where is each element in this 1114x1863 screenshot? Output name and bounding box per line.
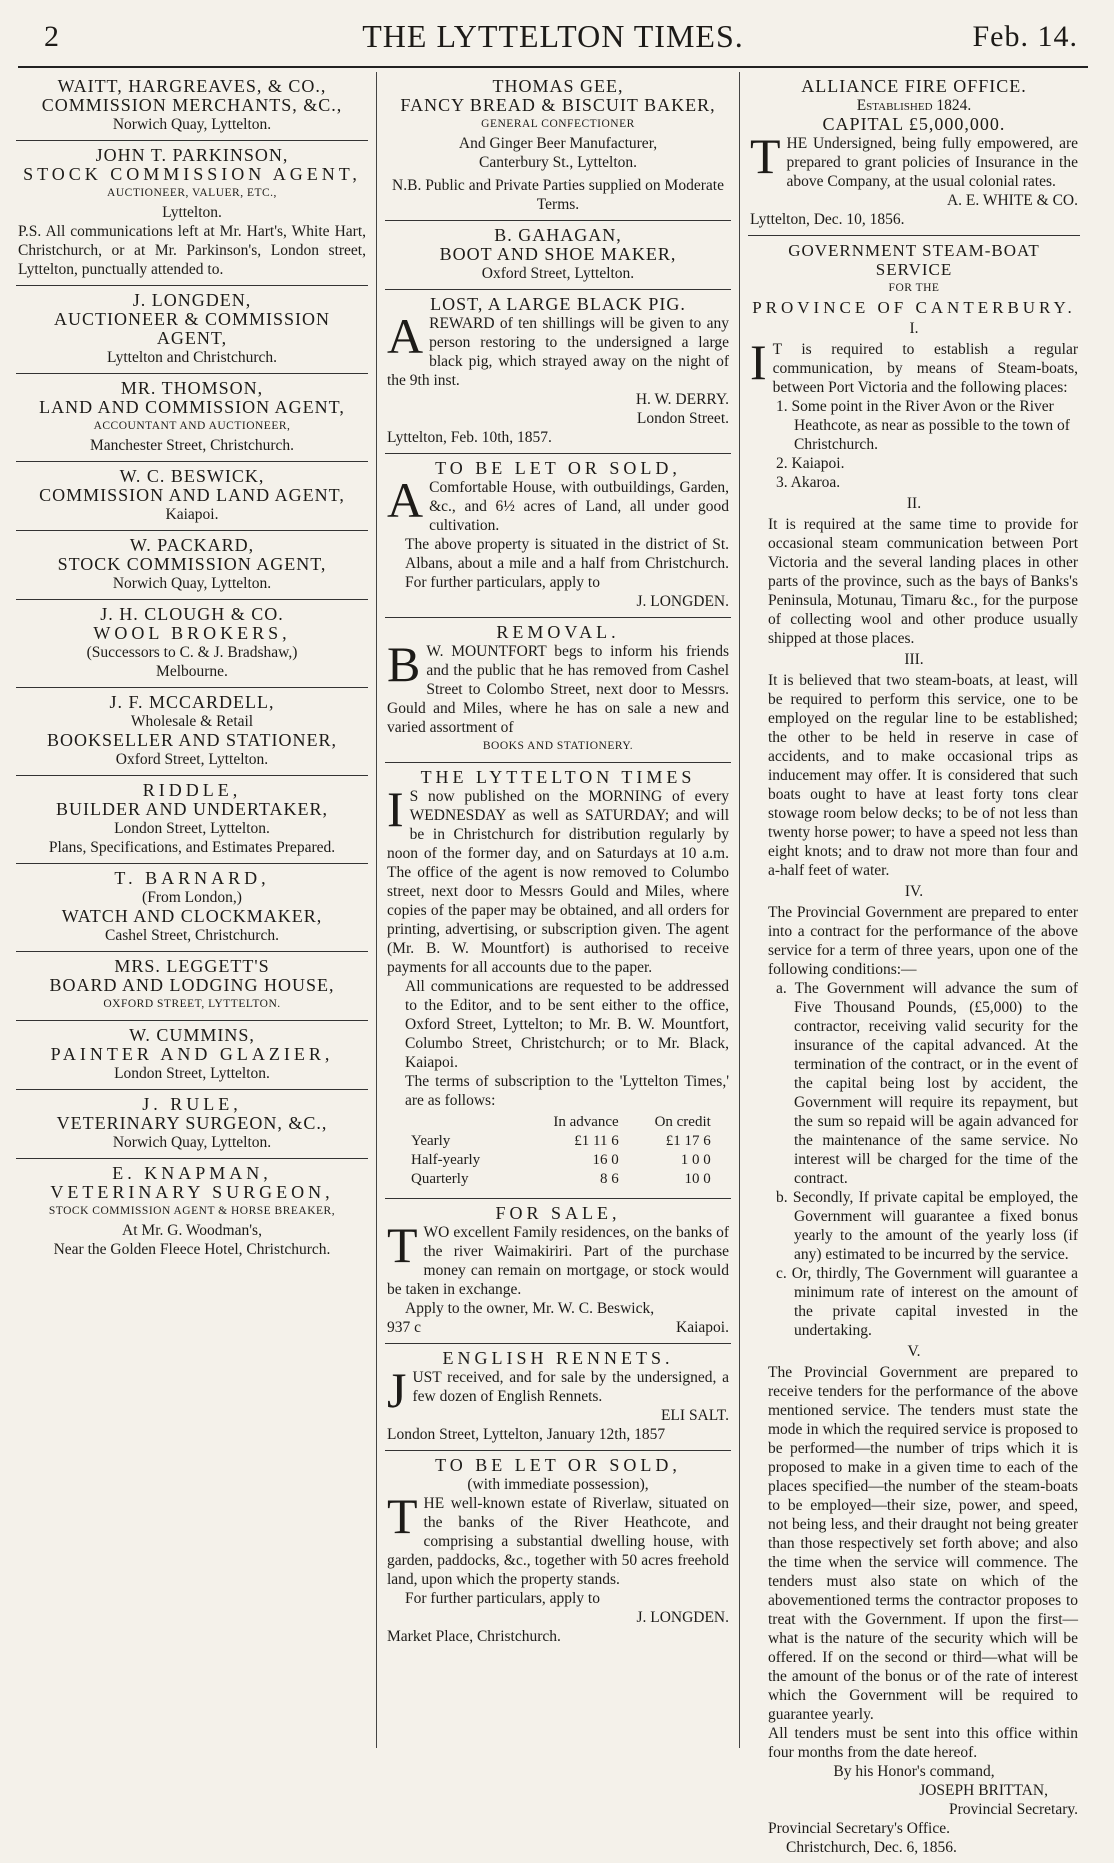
ad-name: J. F. MCCARDELL,: [109, 692, 275, 712]
notice-government-steam-boat: [748, 236, 1080, 1863]
ad-title: STOCK COMMISSION AGENT,: [23, 164, 361, 184]
ad-let-or-sold-1: [385, 454, 731, 618]
ad-name: W. C. BESWICK,: [119, 466, 265, 486]
ad-subtitle: ACCOUNTANT AND AUCTIONEER,: [93, 420, 291, 432]
ad-date: Lyttelton, Dec. 10, 1856.: [750, 211, 905, 228]
list-item: 1. Some point in the River Avon or the River Heathcote, as near as possible to the town of Christchurch.: [776, 398, 1070, 453]
ad-body: S now published on the MORNING of every WEDNESDAY as well as SATURDAY; and will be in Christchurch for distribution regularly by noon of the former day, and on Saturdays at 10 a.m. The office of the agent is now removed to Columbo street, next door to Messrs Gould and Miles, where copies of the paper may be obtained, and all orders for printing, advertising, or subscription given. The agent (Mr. B. W. Mountfort) is authorised to receive payments for all accounts due to the paper.: [387, 788, 729, 976]
notice-paragraph: It is required at the same time to provide for occasional steam communication between Port Victoria and the several landing places in other parts of the province, such as the bays of Banks's Peninsula, Motunau, Timaru &c., for the purpose of collecting wool and other produce usually shipped at those places.: [768, 516, 1078, 647]
column-2: [385, 72, 731, 1652]
ad-riddle: [16, 776, 368, 864]
ad-body: The terms of subscription to the 'Lyttelton Times,' are as follows:: [405, 1073, 729, 1109]
ad-title: WATCH AND CLOCKMAKER,: [61, 906, 323, 926]
ad-heading: FOR SALE,: [495, 1203, 621, 1223]
ad-name: W. PACKARD,: [129, 535, 255, 555]
ad-lyttelton-times: [385, 763, 731, 1199]
ad-signer: H. W. DERRY.: [635, 391, 729, 408]
drop-cap: B: [387, 636, 421, 692]
ad-signer: J. LONGDEN.: [636, 593, 729, 610]
newspaper-title: THE LYTTELTON TIMES.: [362, 18, 744, 54]
ad-note: P.S. All communications left at Mr. Hart's, White Hart, Christchurch, or at Mr. Parkinson's, London street, Lyttelton, punctually attended to.: [18, 223, 366, 278]
ad-heading: REMOVAL.: [496, 622, 620, 642]
ad-title: LAND AND COMMISSION AGENT,: [39, 397, 345, 417]
drop-cap: A: [387, 308, 424, 364]
ad-for-sale: [385, 1199, 731, 1344]
ad-title: VETERINARY SURGEON,: [50, 1182, 334, 1202]
ad-body: Apply to the owner, Mr. W. C. Beswick,: [405, 1300, 655, 1317]
column-rule: [376, 72, 377, 1748]
ad-address: Manchester Street, Christchurch.: [89, 437, 295, 454]
ad-body: Comfortable House, with outbuildings, Garden, &c., and 6½ acres of Land, all under good cultivation.: [429, 479, 729, 534]
ad-rule: [16, 1090, 368, 1159]
ad-beswick: [16, 462, 368, 531]
cell: 1 0 0: [680, 1152, 711, 1168]
page-number: 2: [44, 20, 59, 53]
ad-body: The above property is situated in the district of St. Albans, about a mile and a half from Christchurch. For further particulars, apply to: [405, 536, 729, 591]
ad-name: THOMAS GEE,: [492, 76, 624, 96]
drop-cap: I: [750, 334, 767, 390]
ad-address: Near the Golden Fleece Hotel, Christchurch.: [53, 1241, 331, 1258]
ad-title: COMMISSION MERCHANTS, &C.,: [41, 95, 343, 115]
ad-name: RIDDLE,: [142, 780, 242, 800]
cell: £1 11 6: [574, 1133, 619, 1149]
ad-address: Norwich Quay, Lyttelton.: [112, 575, 272, 592]
notice-subtitle: PROVINCE OF CANTERBURY.: [752, 298, 1076, 317]
ad-title: BUILDER AND UNDERTAKER,: [56, 799, 328, 819]
ad-title: VETERINARY SURGEON, &C.,: [56, 1113, 328, 1133]
ad-name: MRS. LEGGETT'S: [114, 956, 270, 976]
ad-subtitle: (From London,): [142, 889, 242, 906]
ad-name: T. BARNARD,: [114, 868, 270, 888]
ad-body: HE Undersigned, being fully empowered, are prepared to grant policies of Insurance in the above Company, at the usual colonial rates.: [786, 135, 1078, 190]
ad-name: MR. THOMSON,: [120, 378, 264, 398]
section-number: IV.: [904, 883, 924, 900]
ad-body: For further particulars, apply to: [405, 1590, 600, 1607]
ad-mccardell: [16, 688, 368, 776]
ad-title: PAINTER AND GLAZIER,: [50, 1044, 334, 1064]
notice-paragraph: The Provincial Government are prepared to enter into a contract for the performance of the above service for a term of three years, upon one of the following conditions:—: [768, 904, 1078, 978]
ad-address: Melbourne.: [156, 663, 228, 680]
ad-removal: [385, 618, 731, 763]
ad-let-or-sold-2: [385, 1451, 731, 1652]
column-3: [748, 72, 1080, 1863]
ad-heading: TO BE LET OR SOLD,: [435, 458, 681, 478]
column-1: [16, 72, 368, 1265]
drop-cap: J: [387, 1362, 407, 1418]
cell: Half-yearly: [411, 1152, 481, 1168]
ad-body: UST received, and for sale by the undersigned, a few dozen of English Rennets.: [412, 1369, 729, 1405]
drop-cap: T: [387, 1488, 418, 1544]
ad-address: OXFORD STREET, LYTTELTON.: [103, 998, 281, 1010]
ad-address: Kaiapoi.: [165, 506, 219, 523]
list-item: 3. Akaroa.: [776, 474, 841, 491]
table-row: [407, 1170, 715, 1189]
ad-body: REWARD of ten shillings will be given to any person restoring to the undersigned a large black pig, which strayed away on the night of the 9th inst.: [387, 315, 729, 389]
ad-subtitle: (Successors to C. & J. Bradshaw,): [86, 644, 298, 661]
ad-title: WOOL BROKERS,: [93, 623, 291, 643]
section-number: V.: [907, 1343, 921, 1360]
notice-paragraph: It is believed that two steam-boats, at least, will be required to perform this service, one to be employed on the regular line to be established; the other to be held in reserve in case of accidents, and to make occasional trips as inducement may offer. It is considered that such boats ought to have at least forty tons clear stowage room below decks; to be of not less than twenty horse power; to have a speed not less than eight knots; and to draw not more than four and a-half feet of water.: [768, 672, 1078, 879]
ad-heading: THE LYTTELTON TIMES: [420, 767, 696, 787]
ad-body: W. MOUNTFORT begs to inform his friends and the public that he has removed from Cashel Street to Colombo Street, next door to Messrs. Gould and Miles, where he has on sale a new and varied assortment of: [387, 643, 729, 736]
ad-barnard: [16, 864, 368, 952]
ad-address: Oxford Street, Lyttelton.: [115, 751, 269, 768]
section-number: II.: [906, 495, 922, 512]
ad-gahagan: [385, 221, 731, 290]
ad-subtitle: AUCTIONEER, VALUER, ETC.,: [107, 187, 277, 199]
cell: £1 17 6: [665, 1133, 711, 1149]
ad-note: Plans, Specifications, and Estimates Prepared.: [48, 839, 336, 856]
ad-signer: ELI SALT.: [660, 1407, 729, 1424]
ad-gee: [385, 72, 731, 221]
column-header: On credit: [654, 1114, 711, 1130]
ad-title: BOARD AND LODGING HOUSE,: [49, 975, 335, 995]
ad-clough: [16, 600, 368, 688]
ad-name: J. LONGDEN,: [132, 290, 252, 310]
drop-cap: A: [387, 472, 424, 528]
ad-note: N.B. Public and Private Parties supplied on Moderate Terms.: [392, 177, 724, 213]
notice-heading: GOVERNMENT STEAM-BOAT SERVICE: [788, 241, 1040, 279]
list-item: a. The Government will advance the sum of Five Thousand Pounds, (£5,000) to the contractor, receiving valid security for the insurance of the capital advanced. At the termination of the contract, or in the event of the capital being lost by accident, the Government will require its repayment, but the sum so repaid will be again advanced for the maintenance of the same service. No interest will be charged for the time of the contract.: [776, 980, 1078, 1187]
ad-note: At Mr. G. Woodman's,: [122, 1222, 262, 1239]
issue-date: Feb. 14.: [972, 20, 1078, 53]
ad-address: Oxford Street, Lyttelton.: [481, 265, 635, 282]
ad-address: Kaiapoi.: [676, 1319, 729, 1336]
ad-address: London Street, Lyttelton.: [114, 820, 270, 837]
notice-signer: JOSEPH BRITTAN,: [919, 1782, 1048, 1799]
table-row: [407, 1151, 715, 1170]
ad-name: E. KNAPMAN,: [112, 1163, 272, 1183]
cell: 16 0: [592, 1152, 619, 1168]
ad-cummins: [16, 1021, 368, 1090]
ad-name: B. GAHAGAN,: [494, 225, 622, 245]
ad-date: Lyttelton, Feb. 10th, 1857.: [387, 429, 552, 446]
ad-address: Cashel Street, Christchurch.: [105, 927, 279, 944]
ad-thomson: [16, 374, 368, 462]
drop-cap: T: [387, 1217, 418, 1273]
notice-paragraph: The Provincial Government are prepared to receive tenders for the performance of the above mentioned service. The tenders must state the mode in which the required service is proposed to be performed—the number of trips which it is proposed to make in a given time to each of the places specified—the number of the steam-boats to be employed—their size, power, and speed, not being less, and their draught not being greater than those respectively set forth above; and also the time when the service will commence. The tenders must also state on which of the abovementioned terms the contractor proposes to treat with the Government. If upon the first—what is the nature of the security which will be offered. If on the second or third—what will be the amount of the bonus or of the rate of interest which the Government will be required to guarantee yearly.: [768, 1364, 1078, 1723]
list-item: 2. Kaiapoi.: [776, 455, 845, 472]
ad-packard: [16, 531, 368, 600]
ad-code: 937 c: [387, 1319, 422, 1336]
notice-subtitle: FOR THE: [888, 282, 940, 294]
ad-subtitle: Wholesale & Retail: [130, 713, 254, 730]
ad-address: Norwich Quay, Lyttelton.: [112, 116, 272, 133]
cell: 8 6: [599, 1171, 619, 1187]
ad-name: JOHN T. PARKINSON,: [95, 145, 289, 165]
ad-name: ALLIANCE FIRE OFFICE.: [801, 76, 1027, 96]
ad-name: WAITT, HARGREAVES, & CO.,: [57, 76, 327, 96]
ad-body: HE well-known estate of Riverlaw, situated on the banks of the River Heathcote, and comprising a substantial dwelling house, with garden, paddocks, &c., together with 50 acres freehold land, upon which the property stands.: [387, 1495, 729, 1588]
notice-command: By his Honor's command,: [833, 1763, 995, 1780]
section-number: III.: [904, 651, 924, 668]
ad-knapman: [16, 1159, 368, 1265]
ad-subtitle: GENERAL CONFECTIONER: [481, 118, 635, 130]
ad-title: CAPITAL £5,000,000.: [822, 114, 1006, 134]
ad-english-rennets: [385, 1344, 731, 1451]
ad-name: J. H. CLOUGH & CO.: [100, 604, 284, 624]
ad-title: COMMISSION AND LAND AGENT,: [39, 485, 345, 505]
list-item: c. Or, thirdly, The Government will guarantee a minimum rate of interest on the amount of the private capital invested in the undertaking.: [776, 1265, 1078, 1339]
section-number: I.: [909, 320, 919, 337]
drop-cap: I: [387, 781, 404, 837]
ad-date: London Street, Lyttelton, January 12th, 1857: [387, 1426, 666, 1443]
ad-signer: A. E. WHITE & CO.: [946, 192, 1078, 209]
column-header: In advance: [553, 1114, 619, 1130]
cell: 10 0: [684, 1171, 711, 1187]
notice-paragraph: T is required to establish a regular communication, by means of Steam-boats, between Port Victoria and the following places:: [772, 341, 1078, 396]
ad-title: AUCTIONEER & COMMISSION AGENT,: [53, 309, 330, 348]
ad-address: London Street.: [636, 410, 729, 427]
ad-body: WO excellent Family residences, on the banks of the river Waimakiriri. Part of the purchase money can remain on mortgage, or stock would be taken in exchange.: [387, 1224, 729, 1298]
ad-heading: ENGLISH RENNETS.: [442, 1348, 674, 1368]
ad-name: J. RULE,: [142, 1094, 242, 1114]
ad-address: Canterbury St., Lyttelton.: [479, 154, 637, 171]
notice-date: Christchurch, Dec. 6, 1856.: [786, 1839, 957, 1856]
column-rule: [739, 72, 740, 1748]
cell: Quarterly: [411, 1171, 469, 1187]
ad-parkinson: [16, 141, 368, 286]
notice-office: Provincial Secretary's Office.: [768, 1820, 950, 1837]
ad-leggett: [16, 952, 368, 1021]
ad-title: FANCY BREAD & BISCUIT BAKER,: [400, 95, 716, 115]
ad-heading: TO BE LET OR SOLD,: [435, 1455, 681, 1475]
ad-title: BOOT AND SHOE MAKER,: [439, 244, 677, 264]
ad-heading: LOST, A LARGE BLACK PIG.: [430, 294, 686, 314]
ad-lost-pig: [385, 290, 731, 454]
drop-cap: T: [750, 128, 781, 184]
ad-title: STOCK COMMISSION AGENT,: [57, 554, 327, 574]
ad-name: W. CUMMINS,: [129, 1025, 255, 1045]
masthead: [18, 14, 1088, 68]
ad-address: Lyttelton and Christchurch.: [106, 349, 278, 366]
table-row: [407, 1132, 715, 1151]
notice-paragraph: All tenders must be sent into this office within four months from the date hereof.: [768, 1725, 1078, 1761]
ad-note: BOOKS AND STATIONERY.: [482, 740, 634, 752]
ad-address: Market Place, Christchurch.: [387, 1628, 561, 1645]
ad-title: BOOKSELLER AND STATIONER,: [46, 730, 338, 750]
ad-subtitle: And Ginger Beer Manufacturer,: [458, 135, 658, 152]
ad-subtitle: (with immediate possession),: [467, 1476, 649, 1493]
ad-body: All communications are requested to be addressed to the Editor, and to be sent either to the office, Oxford Street, Lyttelton; to Mr. B. W. Mountfort, Columbo Street, Christchurch; or to Mr. Black, Kaiapoi.: [405, 978, 729, 1071]
notice-role: Provincial Secretary.: [949, 1801, 1078, 1818]
ad-address: Norwich Quay, Lyttelton.: [112, 1134, 272, 1151]
ad-address: Lyttelton.: [162, 204, 222, 221]
ad-longden: [16, 286, 368, 374]
ad-address: London Street, Lyttelton.: [114, 1065, 270, 1082]
ad-subtitle: Established 1824.: [856, 97, 972, 114]
subscription-terms-table: [407, 1113, 715, 1189]
ad-waitt: [16, 72, 368, 141]
ad-subtitle: STOCK COMMISSION AGENT & HORSE BREAKER,: [48, 1205, 336, 1217]
cell: Yearly: [411, 1133, 451, 1149]
list-item: b. Secondly, If private capital be employed, the Government will guarantee a fixed bonus yearly to the amount of the yearly loss (if any) estimated to be incurred by the service.: [776, 1189, 1078, 1263]
ad-signer: J. LONGDEN.: [636, 1609, 729, 1626]
table-header-row: [407, 1113, 715, 1132]
ad-alliance-fire-office: [748, 72, 1080, 236]
